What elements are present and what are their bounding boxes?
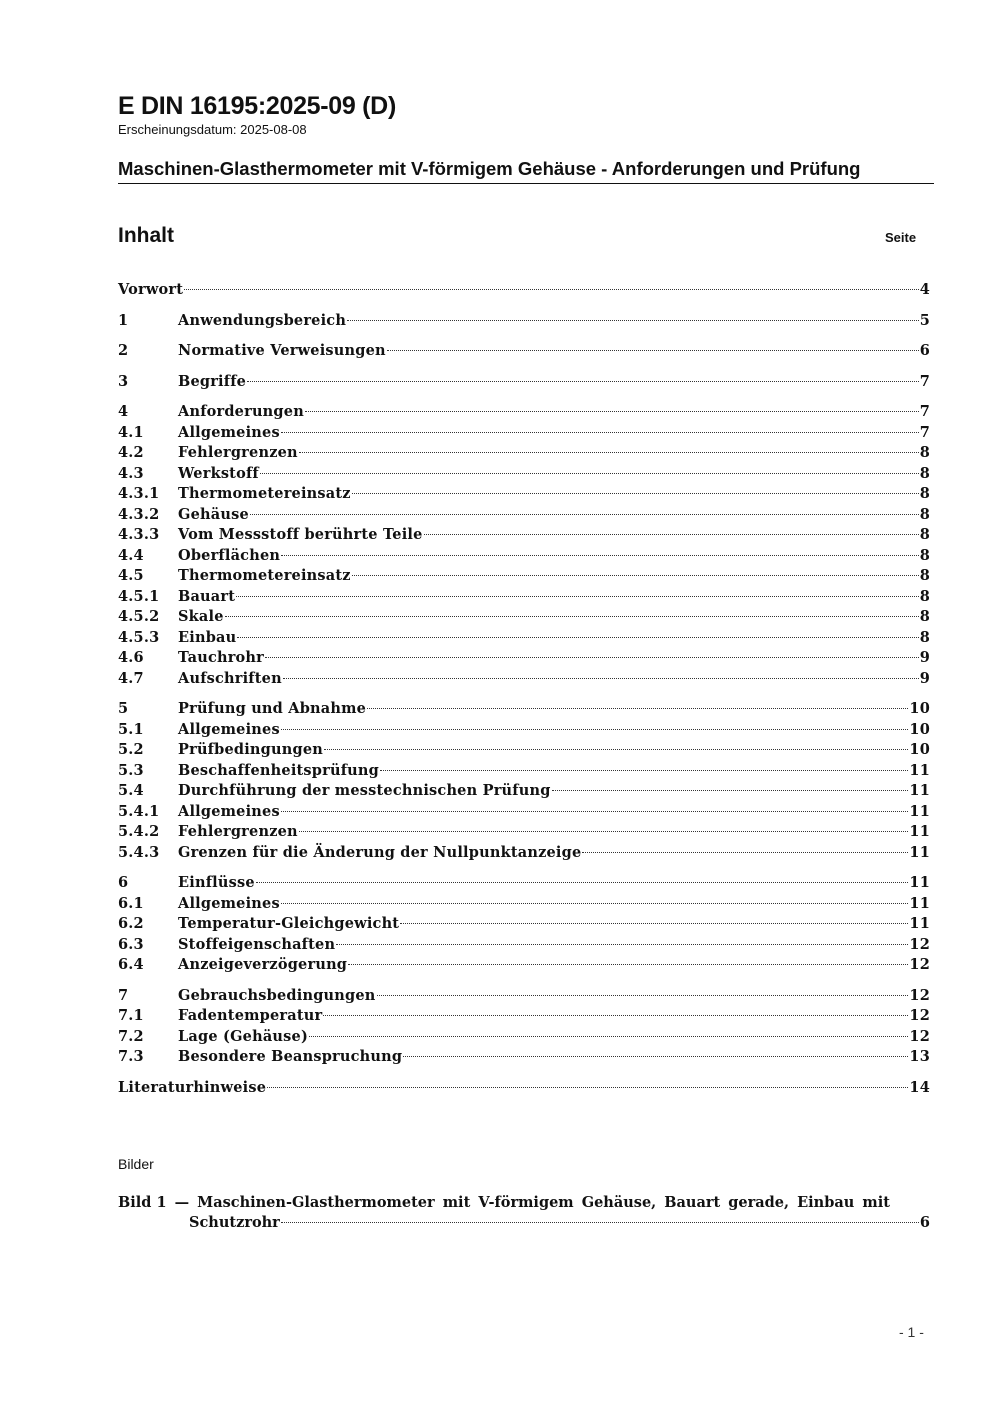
toc-entry-title: Fehlergrenzen (178, 823, 298, 840)
toc-entry-page: 7 (919, 423, 930, 441)
toc-entry[interactable] (118, 280, 930, 301)
toc-entry-number: 4.5.3 (118, 628, 160, 646)
toc-entry-number: 5.4.2 (118, 823, 160, 840)
leader-dots (324, 749, 908, 750)
toc-entry[interactable] (118, 341, 930, 362)
toc-entry-page: 11 (909, 874, 930, 891)
leader-dots (552, 790, 909, 791)
toc-entry[interactable] (118, 914, 930, 935)
leader-dots (377, 995, 909, 996)
leader-dots (260, 473, 919, 474)
figure-title-word: Maschinen-Glasthermometer (197, 1194, 435, 1211)
toc-entry[interactable] (118, 843, 930, 864)
toc-entry-page: 11 (909, 761, 930, 779)
toc-entry-number: 5.4 (118, 782, 144, 799)
leader-dots (256, 882, 909, 883)
toc-entry[interactable] (118, 484, 930, 505)
leader-dots (281, 811, 909, 812)
toc-entry[interactable] (118, 402, 930, 423)
toc-entry[interactable] (118, 781, 930, 802)
leader-dots (348, 964, 908, 965)
toc-entry-title: Temperatur-Gleichgewicht (178, 915, 400, 932)
figure-entry-continuation (118, 1213, 930, 1233)
toc-entry-title: Skale (178, 608, 224, 625)
toc-entry[interactable] (118, 628, 930, 649)
toc-entry-page: 8 (919, 526, 930, 543)
document-id: E DIN 16195:2025-09 (D) (118, 92, 396, 120)
toc-entry-title: Allgemeines (178, 720, 280, 738)
toc-entry-number: 4.6 (118, 649, 144, 666)
toc-entry-number: 4.3.3 (118, 526, 160, 543)
toc-entry-title: Thermometereinsatz (178, 567, 351, 584)
leader-dots (250, 514, 919, 515)
toc-entry-title: Oberflächen (178, 546, 281, 564)
toc-entry-page: 8 (919, 464, 930, 482)
toc-entry-number: 6 (118, 874, 129, 891)
toc-entry[interactable] (118, 740, 930, 761)
toc-entry-number: 4.5 (118, 567, 144, 584)
leader-dots (184, 289, 919, 290)
toc-entry-page: 12 (909, 1027, 930, 1045)
figure-title-word: V-förmigem (478, 1194, 574, 1211)
document-title: Maschinen-Glasthermometer mit V-förmigem Gehäuse - Anforderungen und Prüfung (118, 158, 934, 184)
toc-entry[interactable] (118, 822, 930, 843)
figure-label: Bild 1 (118, 1194, 167, 1211)
leader-dots (225, 616, 919, 617)
toc-entry-number: 5.4.1 (118, 802, 160, 820)
toc-entry[interactable] (118, 986, 930, 1007)
toc-entry-page: 8 (919, 608, 930, 625)
toc-entry-number: 4 (118, 403, 129, 420)
leader-dots (283, 678, 919, 679)
toc-entry[interactable] (118, 423, 930, 444)
toc-entry-number: 4.4 (118, 546, 144, 564)
toc-entry-page: 7 (919, 372, 930, 390)
toc-entry-number: 7.1 (118, 1007, 144, 1024)
toc-entry-page: 12 (909, 956, 930, 973)
toc-entry-number: 4.5.1 (118, 587, 160, 605)
toc-entry-title: Gebrauchsbedingungen (178, 986, 376, 1004)
toc-entry-page: 7 (919, 403, 930, 420)
leader-dots (237, 637, 918, 638)
toc-entry-number: 4.2 (118, 444, 144, 461)
toc-entry-title: Vom Messstoff berührte Teile (178, 526, 423, 543)
toc-entry-page: 10 (909, 741, 930, 758)
toc-entry-page: 12 (909, 935, 930, 953)
leader-dots (281, 903, 909, 904)
toc-entry-number: 7.3 (118, 1048, 144, 1065)
toc-entry[interactable] (118, 566, 930, 587)
leader-dots (352, 493, 919, 494)
leader-dots (347, 320, 919, 321)
leader-dots (403, 1056, 908, 1057)
toc-entry-title: Aufschriften (178, 669, 282, 687)
toc-entry-page: 5 (919, 311, 930, 329)
toc-entry-page: 9 (919, 649, 930, 666)
leader-dots (400, 923, 908, 924)
leader-dots (281, 1222, 919, 1223)
leader-dots (387, 350, 919, 351)
toc-entry-number: 7 (118, 986, 129, 1004)
toc-entry[interactable] (118, 1078, 930, 1099)
toc-entry[interactable] (118, 443, 930, 464)
toc-entry-number: 5.4.3 (118, 843, 160, 861)
toc-entry-number: 7.2 (118, 1027, 144, 1045)
toc-entry-number: 4.5.2 (118, 608, 160, 625)
toc-entry-title: Begriffe (178, 372, 247, 390)
toc-entry-title: Stoffeigenschaften (178, 935, 336, 953)
toc-entry-title: Thermometereinsatz (178, 485, 351, 502)
publication-date: Erscheinungsdatum: 2025-08-08 (118, 122, 307, 137)
toc-entry-page: 8 (919, 546, 930, 564)
toc-entry-number: 5 (118, 700, 129, 717)
leader-dots (367, 708, 908, 709)
leader-dots (236, 596, 919, 597)
toc-entry-page: 8 (919, 567, 930, 584)
toc-entry-page: 11 (909, 823, 930, 840)
toc-entry-title: Grenzen für die Änderung der Nullpunktanzeige (178, 843, 582, 861)
toc-entry-title: Literaturhinweise (118, 1078, 267, 1096)
leader-dots (352, 575, 919, 576)
toc-entry[interactable] (118, 699, 930, 720)
toc-entry-title: Anforderungen (178, 403, 304, 420)
toc-entry[interactable] (118, 372, 930, 393)
toc-entry-page: 9 (919, 669, 930, 687)
toc-entry-page: 11 (909, 894, 930, 912)
leader-dots (299, 831, 909, 832)
toc-entry-page: 10 (909, 720, 930, 738)
toc-entry[interactable] (118, 525, 930, 546)
toc-entry-title: Durchführung der messtechnischen Prüfung (178, 782, 551, 799)
toc-entry-number: 6.3 (118, 935, 144, 953)
toc-entry-page: 11 (909, 843, 930, 861)
toc-entry[interactable] (118, 505, 930, 526)
toc-entry-page: 8 (919, 444, 930, 461)
toc-entry-title: Fehlergrenzen (178, 444, 298, 461)
toc-entry-page: 4 (919, 281, 930, 298)
toc-entry[interactable] (118, 669, 930, 690)
toc-entry-number: 4.1 (118, 423, 144, 441)
toc-entry[interactable] (118, 802, 930, 823)
figure-entry[interactable] (118, 1193, 930, 1233)
table-of-contents (118, 280, 930, 1098)
toc-entry-number: 4.3.2 (118, 505, 160, 523)
toc-entry-page: 8 (919, 628, 930, 646)
figure-dash: — (174, 1194, 190, 1211)
toc-entry[interactable] (118, 1027, 930, 1048)
toc-entry-number: 6.4 (118, 956, 144, 973)
toc-entry-page: 14 (909, 1078, 930, 1096)
toc-heading: Inhalt (118, 224, 174, 247)
toc-entry[interactable] (118, 720, 930, 741)
leader-dots (281, 555, 919, 556)
toc-entry[interactable] (118, 607, 930, 628)
toc-entry-title: Anwendungsbereich (178, 311, 347, 329)
toc-entry-title: Beschaffenheitsprüfung (178, 761, 379, 779)
leader-dots (582, 852, 908, 853)
toc-entry-title: Normative Verweisungen (178, 342, 386, 359)
toc-entry[interactable] (118, 894, 930, 915)
toc-entry-page: 11 (909, 802, 930, 820)
toc-entry[interactable] (118, 935, 930, 956)
toc-entry-number: 6.2 (118, 915, 144, 932)
figure-title-word: gerade, (728, 1194, 790, 1211)
toc-entry-title: Allgemeines (178, 894, 280, 912)
toc-entry-page: 12 (909, 1007, 930, 1024)
toc-entry[interactable] (118, 873, 930, 894)
figure-page-number: 6 (919, 1214, 930, 1231)
leader-dots (267, 1087, 908, 1088)
toc-entry-number: 5.3 (118, 761, 144, 779)
toc-entry-title: Lage (Gehäuse) (178, 1027, 309, 1045)
figure-title-word: mit (442, 1194, 471, 1211)
toc-entry-page: 12 (909, 986, 930, 1004)
toc-entry[interactable] (118, 1047, 930, 1068)
figure-title-word: Einbau (797, 1194, 855, 1211)
toc-entry[interactable] (118, 546, 930, 567)
toc-entry-title: Vorwort (118, 281, 184, 298)
toc-entry-page: 10 (909, 700, 930, 717)
toc-entry-number: 3 (118, 372, 129, 390)
toc-entry-title: Einflüsse (178, 874, 255, 891)
leader-dots (380, 770, 908, 771)
figure-title-word: Bauart (664, 1194, 721, 1211)
toc-entry-title: Prüfung und Abnahme (178, 700, 367, 717)
toc-entry-number: 4.3 (118, 464, 144, 482)
toc-entry-number: 5.1 (118, 720, 144, 738)
figure-title-continuation: Schutzrohr (189, 1214, 280, 1231)
toc-entry-number: 2 (118, 342, 129, 359)
toc-entry-title: Besondere Beanspruchung (178, 1048, 403, 1065)
toc-entry[interactable] (118, 761, 930, 782)
toc-entry-title: Prüfbedingungen (178, 741, 324, 758)
toc-entry-title: Anzeigeverzögerung (178, 956, 348, 973)
leader-dots (309, 1036, 908, 1037)
toc-entry-title: Allgemeines (178, 802, 280, 820)
leader-dots (424, 534, 919, 535)
leader-dots (336, 944, 908, 945)
toc-entry[interactable] (118, 1006, 930, 1027)
toc-entry-page: 8 (919, 485, 930, 502)
figure-title-word: mit (862, 1194, 890, 1211)
toc-entry-title: Einbau (178, 628, 237, 646)
toc-entry[interactable] (118, 955, 930, 976)
toc-entry-title: Bauart (178, 587, 236, 605)
leader-dots (247, 381, 919, 382)
leader-dots (299, 452, 919, 453)
toc-entry[interactable] (118, 648, 930, 669)
toc-entry-number: 1 (118, 311, 129, 329)
leader-dots (281, 729, 909, 730)
toc-entry-title: Tauchrohr (178, 649, 265, 666)
toc-entry-title: Allgemeines (178, 423, 280, 441)
toc-entry-number: 6.1 (118, 894, 144, 912)
toc-entry-title: Gehäuse (178, 505, 249, 523)
toc-entry-title: Fadentemperatur (178, 1007, 323, 1024)
figures-heading: Bilder (118, 1156, 154, 1172)
toc-entry-page: 11 (909, 915, 930, 932)
toc-entry-page: 13 (909, 1048, 930, 1065)
toc-entry[interactable] (118, 311, 930, 332)
leader-dots (305, 411, 919, 412)
toc-entry[interactable] (118, 464, 930, 485)
figure-entry-line (118, 1193, 890, 1213)
figure-title-word: Gehäuse, (581, 1194, 657, 1211)
toc-entry-page: 8 (919, 505, 930, 523)
toc-entry-page: 11 (909, 782, 930, 799)
toc-entry-title: Werkstoff (178, 464, 259, 482)
toc-entry-number: 5.2 (118, 741, 144, 758)
leader-dots (323, 1015, 908, 1016)
leader-dots (265, 657, 919, 658)
toc-entry-page: 8 (919, 587, 930, 605)
toc-entry-page: 6 (919, 342, 930, 359)
toc-entry-number: 4.3.1 (118, 485, 160, 502)
leader-dots (281, 432, 919, 433)
toc-entry[interactable] (118, 587, 930, 608)
toc-entry-number: 4.7 (118, 669, 144, 687)
page-column-label: Seite (885, 230, 917, 245)
page-number: - 1 - (899, 1324, 924, 1340)
